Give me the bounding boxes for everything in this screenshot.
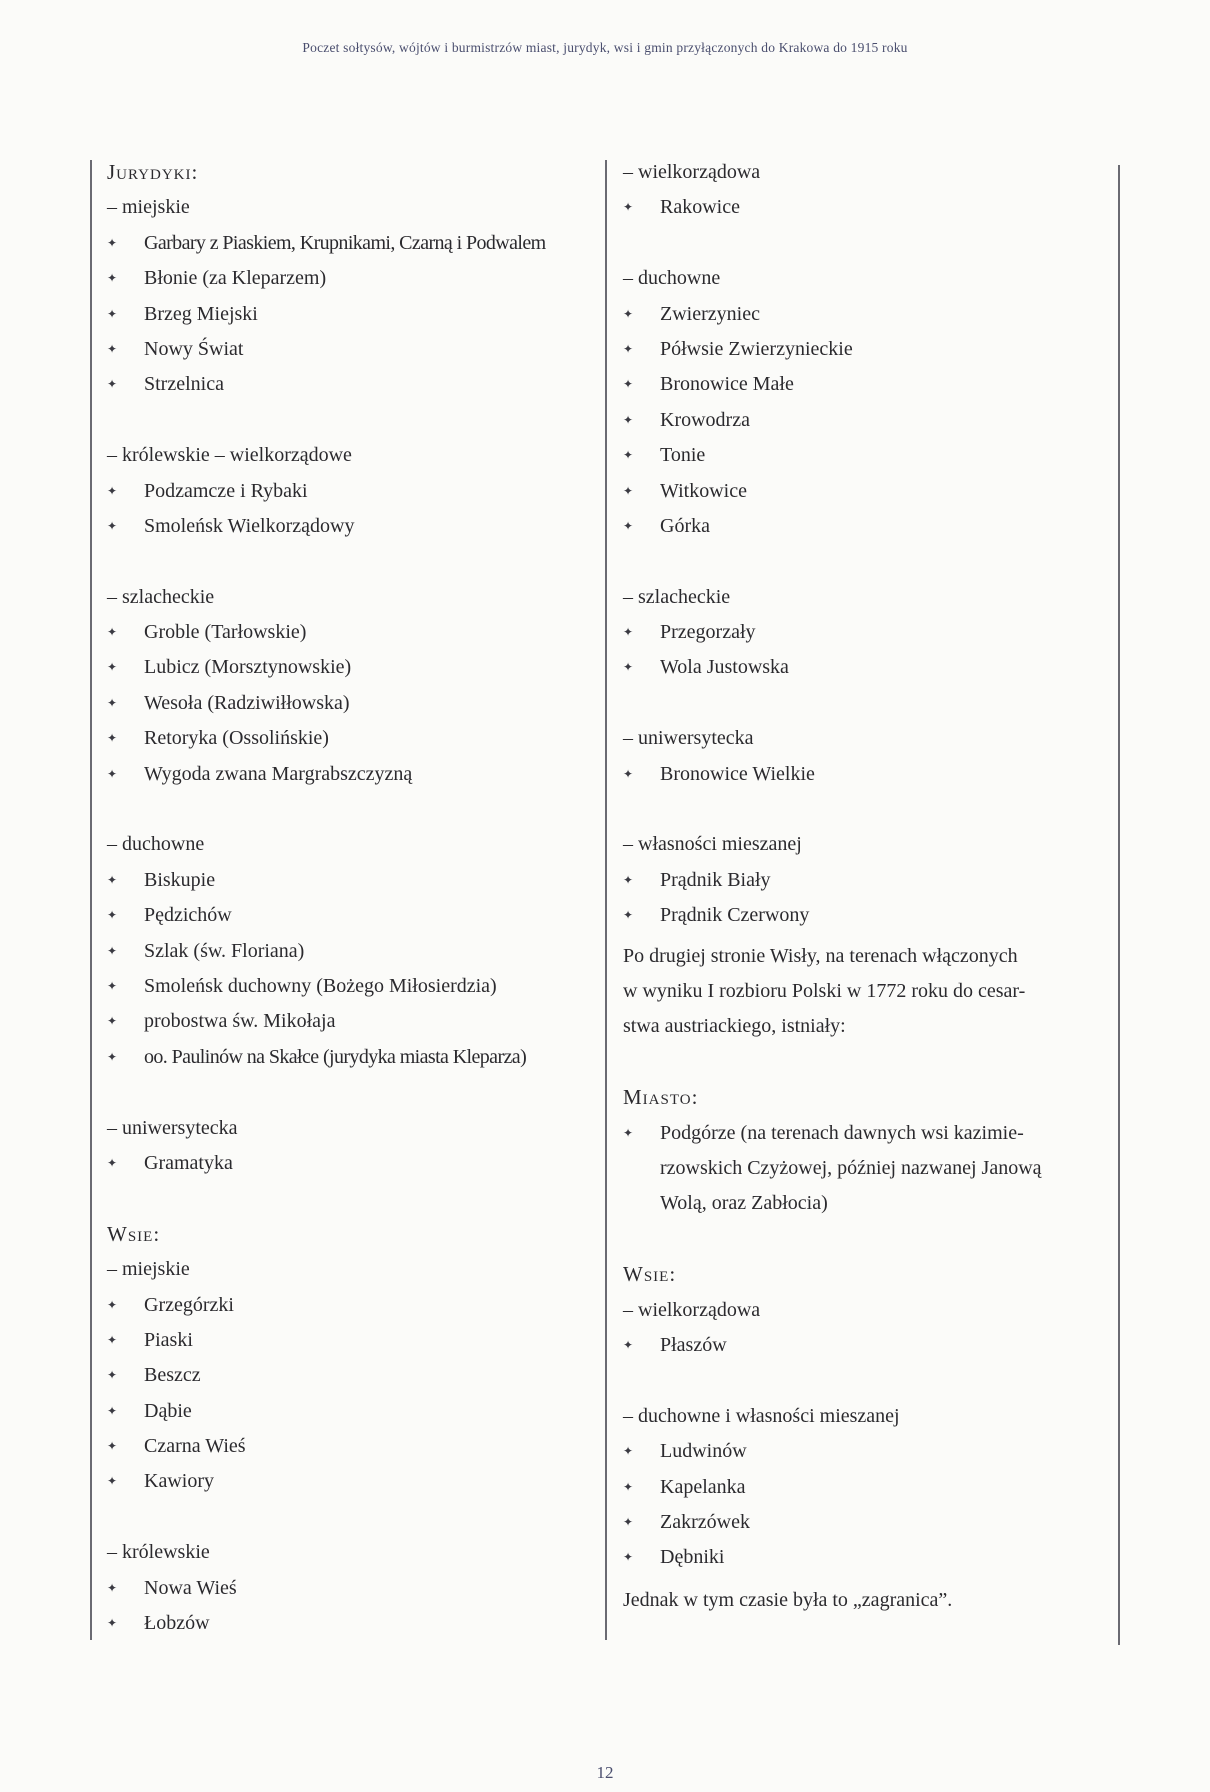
left-column-rule	[90, 160, 92, 1640]
bullet-icon: ✦	[623, 1514, 634, 1529]
bullet-icon: ✦	[107, 872, 118, 887]
intro-paragraph: Po drugiej stronie Wisły, na terenach włączonych w wyniku I rozbioru Polski w 1772 roku do cesar- stwa austriackiego, istniały:	[623, 944, 1026, 1038]
category-label: – duchowne	[107, 833, 205, 856]
bullet-icon: ✦	[107, 695, 118, 710]
list-item: ✦ Prądnik Czerwony	[623, 898, 1108, 933]
list-item: ✦ Kawiory	[107, 1464, 597, 1499]
bullet-icon: ✦	[107, 235, 117, 250]
bullet-icon: ✦	[107, 660, 118, 675]
bullet-icon: ✦	[107, 1155, 118, 1170]
bullet-icon: ✦	[623, 1125, 634, 1140]
left-column	[107, 155, 597, 1641]
category-label: – miejskie	[107, 1258, 190, 1281]
list-item: ✦ Krowodrza	[623, 403, 1108, 438]
list-item: ✦ Podgórze (na terenach dawnych wsi kazimie- rzowskich Czyżowej, później nazwanej Janową Wolą, oraz Zabłocia)	[623, 1116, 1108, 1222]
center-column-rule	[605, 160, 607, 1640]
bullet-icon: ✦	[107, 908, 118, 923]
bullet-icon: ✦	[107, 943, 118, 958]
bullet-icon: ✦	[107, 1439, 118, 1454]
list-item: ✦ Wesoła (Radziwiłłowska)	[107, 686, 597, 721]
bullet-icon: ✦	[623, 1550, 634, 1565]
bullet-icon: ✦	[623, 200, 634, 215]
list-item: ✦ Podzamcze i Rybaki	[107, 474, 597, 509]
list-item: ✦ Czarna Wieś	[107, 1429, 597, 1464]
list-item: ✦ Groble (Tarłowskie)	[107, 615, 597, 650]
bullet-icon: ✦	[623, 625, 634, 640]
bullet-icon: ✦	[107, 978, 118, 993]
bullet-icon: ✦	[107, 1403, 118, 1418]
category-label: – królewskie	[107, 1541, 210, 1564]
list-item: ✦ Lubicz (Morsztynowskie)	[107, 650, 597, 685]
list-item: ✦ Błonie (za Kleparzem)	[107, 261, 597, 296]
section-heading-miasto: Miasto:	[623, 1085, 699, 1110]
list-item: ✦ Nowa Wieś	[107, 1571, 597, 1606]
list-item: ✦ Wygoda zwana Margrabszczyzną	[107, 757, 597, 792]
list-item: ✦ Bronowice Małe	[623, 367, 1108, 402]
bullet-icon: ✦	[107, 625, 118, 640]
bullet-icon: ✦	[107, 1049, 117, 1064]
list-item: ✦ Bronowice Wielkie	[623, 757, 1108, 792]
list-item: ✦ Gramatyka	[107, 1146, 597, 1181]
list-item: ✦ oo. Paulinów na Skałce (jurydyka miasta Kleparza)	[107, 1040, 597, 1075]
category-label: – duchowne i własności mieszanej	[623, 1404, 900, 1427]
bullet-icon: ✦	[107, 731, 118, 746]
bullet-icon: ✦	[107, 518, 118, 533]
category-label: – uniwersytecka	[623, 727, 754, 750]
bullet-icon: ✦	[107, 766, 118, 781]
bullet-icon: ✦	[107, 1368, 118, 1383]
bullet-icon: ✦	[623, 448, 634, 463]
bullet-icon: ✦	[623, 341, 634, 356]
list-item: ✦ Brzeg Miejski	[107, 297, 597, 332]
list-item: ✦ Zwierzyniec	[623, 297, 1108, 332]
bullet-icon: ✦	[107, 1332, 118, 1347]
bullet-icon: ✦	[107, 377, 118, 392]
list-item: ✦ Dębniki	[623, 1540, 1108, 1575]
bullet-icon: ✦	[623, 377, 634, 392]
bullet-icon: ✦	[623, 872, 634, 887]
list-item: ✦ Nowy Świat	[107, 332, 597, 367]
bullet-icon: ✦	[623, 1444, 634, 1459]
list-item: ✦ Kapelanka	[623, 1470, 1108, 1505]
list-item: ✦ Przegorzały	[623, 615, 1108, 650]
page-number: 12	[596, 1763, 614, 1782]
bullet-icon: ✦	[623, 908, 634, 923]
list-item: ✦ Dąbie	[107, 1394, 597, 1429]
right-column	[623, 155, 1108, 1618]
list-item: ✦ Rakowice	[623, 190, 1108, 225]
list-item: ✦ Beszcz	[107, 1358, 597, 1393]
bullet-icon: ✦	[107, 1616, 118, 1631]
list-item: ✦ Grzegórzki	[107, 1288, 597, 1323]
bullet-icon: ✦	[623, 1479, 634, 1494]
list-item: ✦ Witkowice	[623, 474, 1108, 509]
bullet-icon: ✦	[623, 766, 634, 781]
category-label: – szlacheckie	[107, 585, 215, 608]
category-label: – własności mieszanej	[623, 833, 802, 856]
bullet-icon: ✦	[107, 1297, 118, 1312]
category-label: – uniwersytecka	[107, 1116, 238, 1139]
list-item: ✦ Retoryka (Ossolińskie)	[107, 721, 597, 756]
bullet-icon: ✦	[623, 1337, 634, 1352]
running-header: Poczet sołtysów, wójtów i burmistrzów miast, jurydyk, wsi i gmin przyłączonych do Krakowa do 1915 roku	[302, 40, 908, 55]
section-heading-jurydyki: Jurydyki:	[107, 160, 199, 184]
list-item: ✦ Biskupie	[107, 863, 597, 898]
list-item: ✦ Łobzów	[107, 1606, 597, 1641]
bullet-icon: ✦	[107, 341, 118, 356]
list-item: ✦ Strzelnica	[107, 367, 597, 402]
category-label: – szlacheckie	[623, 585, 731, 608]
list-item: ✦ Garbary z Piaskiem, Krupnikami, Czarną i Podwalem	[107, 226, 597, 261]
list-item: ✦ Smoleńsk Wielkorządowy	[107, 509, 597, 544]
bullet-icon: ✦	[623, 518, 634, 533]
list-item: ✦ Prądnik Biały	[623, 863, 1108, 898]
bullet-icon: ✦	[107, 271, 118, 286]
bullet-icon: ✦	[623, 660, 634, 675]
category-label: – miejskie	[107, 196, 190, 219]
bullet-icon: ✦	[107, 483, 118, 498]
closing-sentence: Jednak w tym czasie była to „zagranica”.	[623, 1588, 953, 1611]
list-item: ✦ Piaski	[107, 1323, 597, 1358]
bullet-icon: ✦	[623, 483, 634, 498]
category-label: – wielkorządowa	[623, 1298, 761, 1321]
bullet-icon: ✦	[623, 306, 634, 321]
category-label: – wielkorządowa	[623, 161, 761, 183]
category-label: – królewskie – wielkorządowe	[107, 444, 352, 467]
bullet-icon: ✦	[107, 1580, 118, 1595]
list-item: ✦ Płaszów	[623, 1328, 1108, 1363]
list-item: ✦ Górka	[623, 509, 1108, 544]
section-heading-wsie: Wsie:	[107, 1221, 161, 1246]
section-heading-wsie-right: Wsie:	[623, 1262, 677, 1287]
list-item: ✦ Półwsie Zwierzynieckie	[623, 332, 1108, 367]
list-item: ✦ Wola Justowska	[623, 650, 1108, 685]
bullet-icon: ✦	[107, 1014, 118, 1029]
category-label: – duchowne	[623, 267, 721, 290]
bullet-icon: ✦	[107, 1474, 118, 1489]
list-item: ✦ probostwa św. Mikołaja	[107, 1004, 597, 1039]
right-column-rule	[1118, 165, 1120, 1645]
list-item: ✦ Smoleńsk duchowny (Bożego Miłosierdzia)	[107, 969, 597, 1004]
bullet-icon: ✦	[623, 412, 634, 427]
list-item: ✦ Pędzichów	[107, 898, 597, 933]
list-item: ✦ Ludwinów	[623, 1434, 1108, 1469]
list-item: ✦ Zakrzówek	[623, 1505, 1108, 1540]
bullet-icon: ✦	[107, 306, 118, 321]
list-item: ✦ Tonie	[623, 438, 1108, 473]
list-item: ✦ Szlak (św. Floriana)	[107, 934, 597, 969]
